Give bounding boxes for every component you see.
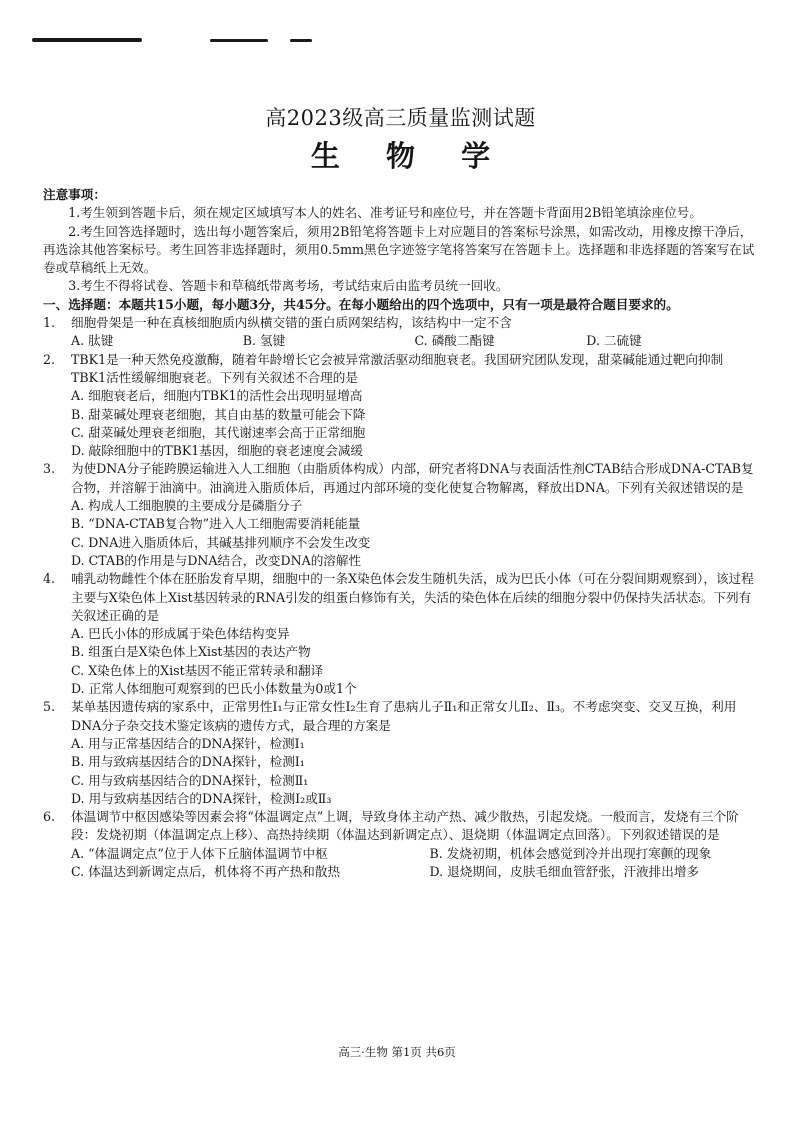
option-a: A. “体温调定点”位于人体下丘脑体温调节中枢: [71, 845, 328, 861]
option-a: A. 肽键: [71, 333, 114, 349]
option-b: B. “DNA-CTAB复合物”进入人工细胞需要消耗能量: [71, 516, 361, 532]
option-c: C. 甜菜碱处理衰老细胞，其代谢速率会高于正常细胞: [71, 424, 366, 440]
question-number: 1.: [43, 315, 56, 331]
option-d: D. 退烧期间，皮肤毛细血管舒张，汗液排出增多: [429, 863, 700, 879]
option-c: C. 用与致病基因结合的DNA探针，检测Ⅱ₁: [71, 772, 309, 788]
exam-page: [43, 104, 758, 881]
question-stem: 细胞骨架是一种在真核细胞质内纵横交错的蛋白质网架结构，该结构中一定不含: [71, 315, 512, 331]
option-grid: [71, 845, 758, 882]
option-row: [71, 332, 758, 350]
question-3: [43, 460, 758, 570]
question-number: 3.: [43, 461, 56, 477]
option-b: B. 发烧初期，机体会感觉到冷并出现打寒颤的现象: [429, 845, 712, 861]
exam-title: 高2023级高三质量监测试题: [265, 106, 536, 130]
notice-item-3: 3.考生不得将试卷、答题卡和草稿纸带离考场，考试结束后由监考员统一回收。: [68, 278, 509, 294]
question-number: 2.: [43, 351, 56, 367]
option-d: D. CTAB的作用是与DNA结合，改变DNA的溶解性: [71, 552, 362, 568]
option-a: A. 构成人工细胞膜的主要成分是磷脂分子: [71, 498, 303, 514]
question-stem: 某单基因遗传病的家系中，正常男性Ⅰ₁与正常女性Ⅰ₂生育了患病儿子Ⅱ₁和正常女儿Ⅱ₂、Ⅱ₃。不考虑突变、交叉互换，利用DNA分子杂交技术鉴定该病的遗传方式，最合理的方案是: [71, 699, 737, 733]
option-b: B. 甜菜碱处理衰老细胞，其自由基的数量可能会下降: [71, 406, 366, 422]
scan-artifact-bar-left: [32, 38, 142, 42]
scan-artifact-bar-mid: [210, 39, 268, 42]
option-c: C. DNA进入脂质体后，其碱基排列顺序不会发生改变: [71, 534, 371, 550]
page-footer: 高三·生物 第1页 共6页: [338, 1045, 456, 1059]
option-d: D. 正常人体细胞可观察到的巴氏小体数量为0或1个: [71, 681, 357, 697]
option-a: A. 巴氏小体的形成属于染色体结构变异: [71, 626, 290, 642]
option-c: C. 磷酸二酯键: [414, 333, 495, 349]
option-d: D. 二硫键: [586, 333, 642, 349]
question-stem: TBK1是一种天然免疫激酶，随着年龄增长它会被异常激活驱动细胞衰老。我国研究团队发现，甜菜碱能通过靶向抑制TBK1活性缓解细胞衰老。下列有关叙述不合理的是: [71, 351, 724, 385]
question-number: 5.: [43, 699, 56, 715]
question-1: [43, 314, 758, 351]
option-a: A. 细胞衰老后，细胞内TBK1的活性会出现明显增高: [71, 388, 363, 404]
option-b: B. 氢键: [242, 333, 286, 349]
notice-block: [43, 186, 758, 296]
question-5: [43, 698, 758, 808]
option-c: C. X染色体上的Xist基因不能正常转录和翻译: [71, 662, 324, 678]
option-b: B. 组蛋白是X染色体上Xist基因的表达产物: [71, 644, 311, 660]
question-number: 4.: [43, 571, 56, 587]
notice-item-2: 2.考生回答选择题时，选出每小题答案后，须用2B铅笔将答题卡上对应题目的答案标号涂黑，如需改动，用橡皮擦干净后，再选涂其他答案标号。考生回答非选择题时，须用0.5mm黑色字迹签字笔将答案写在答题卡上。选择题和非选择题的答案写在试卷或草稿纸上无效。: [43, 223, 755, 276]
question-stem: 为使DNA分子能跨膜运输进入人工细胞（由脂质体构成）内部，研究者将DNA与表面活性剂CTAB结合形成DNA-CTAB复合物，并溶解于油滴中。油滴进入脂质体后，再通过内部环境的变化使复合物解离，释放出DNA。下列有关叙述错误的是: [71, 461, 754, 495]
scan-artifact-bar-right: [290, 39, 312, 42]
question-2: [43, 351, 758, 461]
option-d: D. 敲除细胞中的TBK1基因，细胞的衰老速度会减缓: [71, 443, 364, 459]
section-heading: 一、选择题：本题共15小题，每小题3分，共45分。在每小题给出的四个选项中，只有一项是最符合题目要求的。: [43, 296, 679, 312]
notice-item-1: 1.考生领到答题卡后，须在规定区域填写本人的姓名、准考证号和座位号，并在答题卡背面用2B铅笔填涂座位号。: [68, 205, 702, 221]
question-number: 6.: [43, 809, 56, 825]
question-stem: 哺乳动物雌性个体在胚胎发育早期，细胞中的一条X染色体会发生随机失活，成为巴氏小体（可在分裂间期观察到），该过程主要与X染色体上Xist基因转录的RNA引发的组蛋白修饰有关，失活的染色体在后续的细胞分裂中仍保持失活状态。下列有关叙述正确的是: [71, 571, 754, 623]
option-a: A. 用与正常基因结合的DNA探针，检测Ⅰ₁: [71, 735, 305, 751]
notice-heading: 注意事项：: [43, 187, 106, 202]
question-4: [43, 570, 758, 698]
question-6: [43, 808, 758, 881]
question-stem: 体温调节中枢因感染等因素会将“体温调定点”上调，导致身体主动产热、减少散热，引起发烧。一般而言，发烧有三个阶段：发烧初期（体温调定点上移）、高热持续期（体温达到新调定点）、退烧期（体温调定点回落）。下列叙述错误的是: [71, 809, 739, 843]
option-d: D. 用与致病基因结合的DNA探针，检测Ⅰ₂或Ⅱ₃: [71, 790, 332, 806]
exam-subject: 生 物 学: [310, 139, 509, 173]
option-c: C. 体温达到新调定点后，机体将不再产热和散热: [71, 863, 341, 879]
option-b: B. 用与致病基因结合的DNA探针，检测Ⅰ₁: [71, 754, 305, 770]
